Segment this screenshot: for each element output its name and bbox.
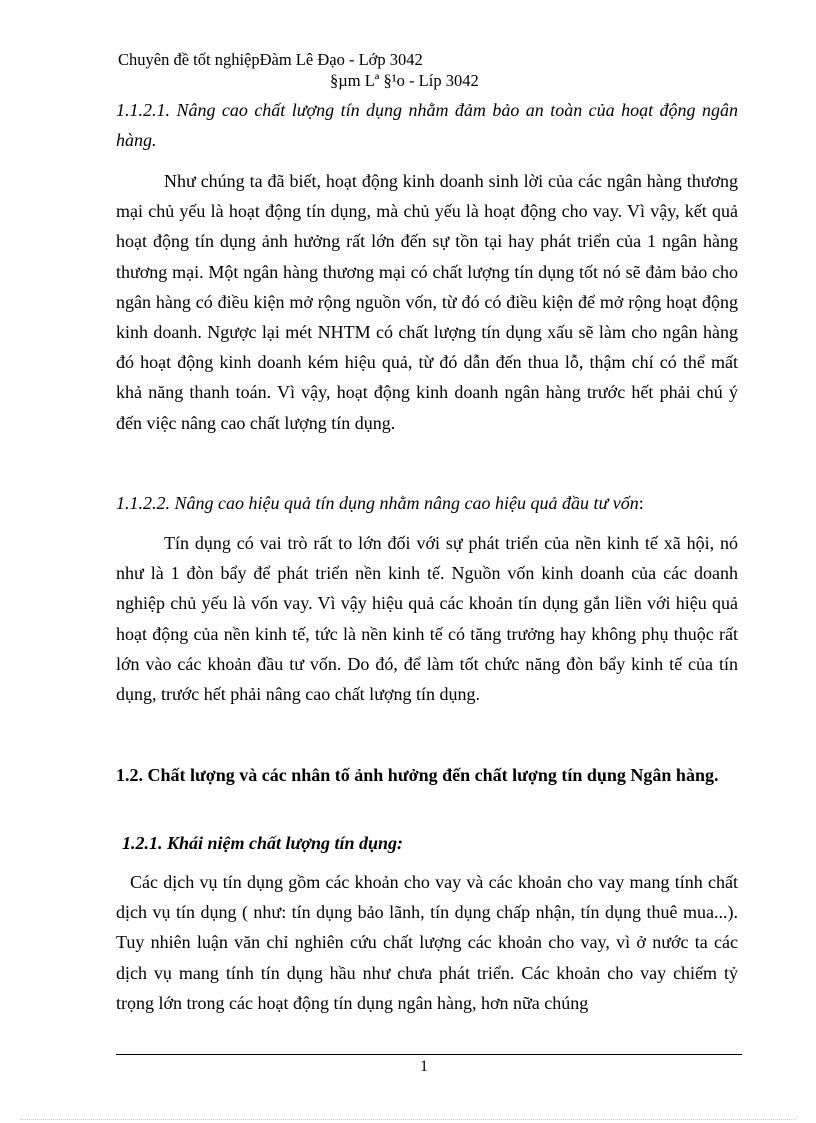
paragraph-2: Tín dụng có vai trò rất to lớn đối với sự phát triển của nền kinh tế xã hội, nó như là 1 đòn bẩy để phát triển nền kinh tế. Nguồn vốn kinh doanh của các doanh nghiệp chủ yếu là vốn vay. Vì vậy hiệu quả các khoản tín dụng gắn liền với hiệu quả hoạt động của nền kinh tế, tức là nền kinh tế có tăng trưởng hay không phụ thuộc rất lớn vào các khoản đầu tư vốn. Do đó, để làm tốt chức năng đòn bẩy kinh tế của tín dụng, trước hết phải nâng cao chất lượng tín dụng. [116, 533, 738, 705]
footer-rule [116, 1054, 742, 1055]
page-number: 1 [420, 1058, 428, 1075]
running-header: Chuyên đề tốt nghiệpĐàm Lê Đạo - Lớp 3042 [118, 50, 423, 69]
section-title-1-1-2-1: 1.1.2.1. Nâng cao chất lượng tín dụng nhằm đảm bảo an toàn của hoạt động ngân hàng. [116, 100, 738, 151]
heading-1-2: 1.2. Chất lượng và các nhân tố ảnh hưởng đến chất lượng tín dụng Ngân hàng. [116, 765, 719, 785]
page-bottom-edge [20, 1119, 796, 1120]
heading-1-2-1: 1.2.1. Khái niệm chất lượng tín dụng: [122, 833, 404, 853]
paragraph-3: Các dịch vụ tín dụng gồm các khoản cho vay và các khoản cho vay mang tính chất dịch vụ tín dụng ( như: tín dụng bảo lãnh, tín dụng chấp nhận, tín dụng thuê mua...). Tuy nhiên luận văn chỉ nghiên cứu chất lượng các khoản cho vay, vì ở nước ta các dịch vụ mang tính tín dụng hầu như chưa phát triển. Các khoản cho vay chiếm tỷ trọng lớn trong các hoạt động tín dụng ngân hàng, hơn nữa chúng [116, 872, 738, 1013]
running-header-garbled: §µm Lª §¹o - Líp 3042 [330, 71, 479, 90]
section-title-1-1-2-2 [116, 488, 738, 518]
section-title-colon: : [638, 493, 644, 513]
section-title-text: 1.1.2.2. Nâng cao hiệu quả tín dụng nhằm nâng cao hiệu quả đầu tư vốn [116, 493, 639, 513]
paragraph-1: Như chúng ta đã biết, hoạt động kinh doanh sinh lời của các ngân hàng thương mại chủ yếu là hoạt động tín dụng, mà chủ yếu là hoạt động cho vay. Vì vậy, kết quả hoạt động tín dụng ảnh hưởng rất lớn đến sự tồn tại hay phát triển của 1 ngân hàng thương mại. Một ngân hàng thương mại có chất lượng tín dụng tốt nó sẽ đảm bảo cho ngân hàng có điều kiện mở rộng nguồn vốn, từ đó có điều kiện để mở rộng hoạt động kinh doanh. Ngược lại mét NHTM có chất lượng tín dụng xấu sẽ làm cho ngân hàng đó hoạt động kinh doanh kém hiệu quả, từ đó dẫn đến thua lỗ, thậm chí có thể mất khả năng thanh toán. Vì vậy, hoạt động kinh doanh ngân hàng trước hết phải chú ý đến việc nâng cao chất lượng tín dụng. [116, 171, 738, 433]
